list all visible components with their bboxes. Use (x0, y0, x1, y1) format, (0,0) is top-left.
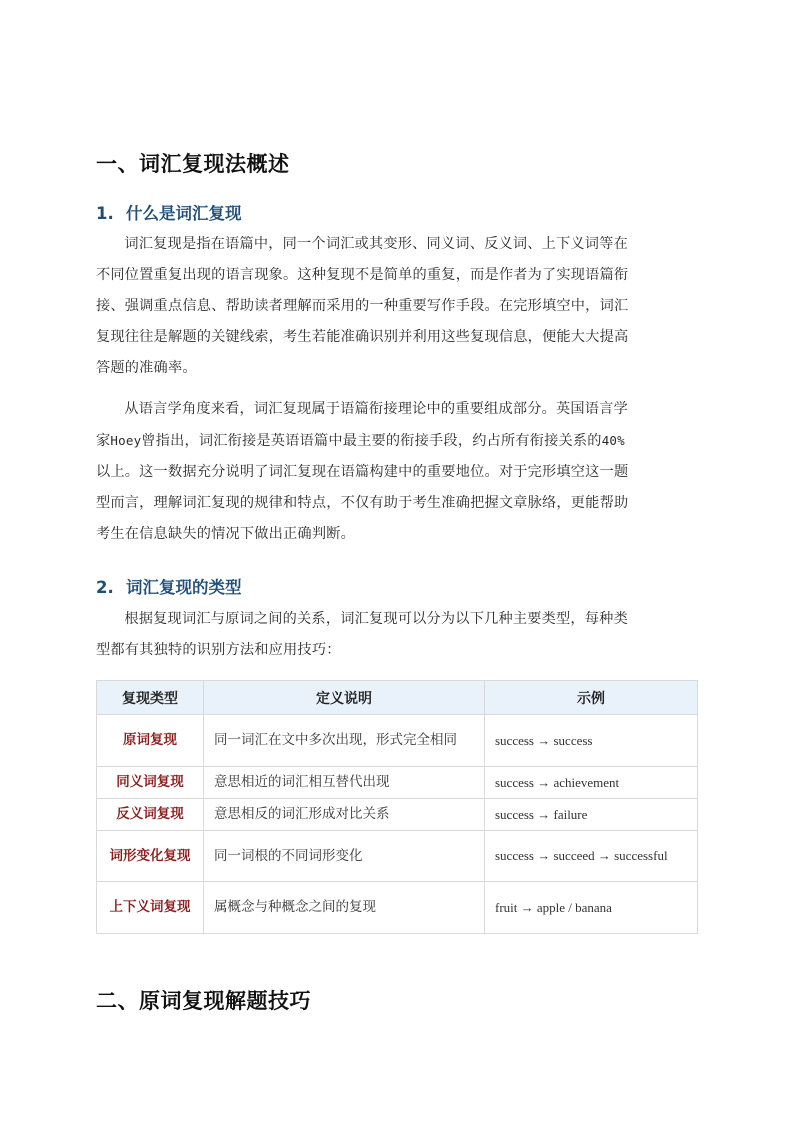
paragraph-line: 词汇复现是指在语篇中，同一个词汇或其变形、同义词、反义词、上下义词等在 (124, 236, 628, 252)
table-row (97, 882, 698, 934)
example-cell: success → succeed → successful (485, 831, 698, 882)
example-cell: success → success (485, 715, 698, 767)
type-cell: 上下义词复现 (97, 882, 204, 934)
paragraph-line: 考生在信息缺失的情况下做出正确判断。 (96, 526, 355, 542)
table-row (97, 767, 698, 799)
paragraph-line: 从语言学角度来看，词汇复现属于语篇衔接理论中的重要组成部分。英国语言学 (124, 401, 628, 417)
paragraph-line: 不同位置重复出现的语言现象。这种复现不是简单的重复，而是作者为了实现语篇衔 (96, 267, 629, 283)
table-row (97, 831, 698, 882)
paragraph-line: 接、强调重点信息、帮助读者理解而采用的一种重要写作手段。在完形填空中，词汇 (96, 298, 629, 314)
text-run: 家 (96, 433, 111, 449)
subsection-title: 词汇复现的类型 (126, 578, 242, 597)
definition-cell: 属概念与种概念之间的复现 (204, 882, 485, 934)
definition-cell: 同一词汇在文中多次出现，形式完全相同 (204, 715, 485, 767)
subsection-heading-2 (96, 574, 242, 598)
paragraph-line: 复现往往是解题的关键线索，考生若能准确识别并利用这些复现信息，便能大大提高 (96, 329, 629, 345)
paragraph-line: 型都有其独特的识别方法和应用技巧： (96, 642, 341, 658)
table-header-cell: 复现类型 (97, 681, 204, 715)
example-cell: fruit → apple / banana (485, 882, 698, 934)
type-cell: 原词复现 (97, 715, 204, 767)
definition-cell: 同一词根的不同词形变化 (204, 831, 485, 882)
text-run: 曾指出，词汇衔接是英语语篇中最主要的衔接手段，约占所有衔接关系的 (141, 433, 602, 449)
type-cell: 词形变化复现 (97, 831, 204, 882)
table-header-cell: 示例 (485, 681, 698, 715)
type-cell: 同义词复现 (97, 767, 204, 799)
repetition-types-table (96, 680, 698, 934)
paragraph-linguistics (96, 394, 694, 550)
example-cell: success → achievement (485, 767, 698, 799)
definition-cell: 意思相反的词汇形成对比关系 (204, 799, 485, 831)
paragraph-line (96, 425, 694, 457)
paragraph-line: 以上。这一数据充分说明了词汇复现在语篇构建中的重要地位。对于完形填空这一题 (96, 464, 629, 480)
subsection-heading-1 (96, 200, 242, 224)
paragraph-types-intro (96, 604, 694, 666)
paragraph-line: 答题的准确率。 (96, 360, 197, 376)
paragraph-line: 根据复现词汇与原词之间的关系，词汇复现可以分为以下几种主要类型，每种类 (124, 611, 628, 627)
definition-cell: 意思相近的词汇相互替代出现 (204, 767, 485, 799)
table-header-row (97, 681, 698, 715)
text-run-mono: Hoey (110, 433, 142, 448)
table-row (97, 715, 698, 767)
subsection-title: 什么是词汇复现 (126, 204, 242, 223)
subsection-number: 2. (96, 578, 114, 597)
paragraph-definition (96, 229, 694, 384)
text-run-mono: 40% (601, 433, 625, 448)
section-heading-2: 二、原词复现解题技巧 (96, 989, 311, 1013)
paragraph-line: 型而言，理解词汇复现的规律和特点，不仅有助于考生准确把握文章脉络，更能帮助 (96, 495, 629, 511)
type-cell: 反义词复现 (97, 799, 204, 831)
table-header-cell: 定义说明 (204, 681, 485, 715)
section-heading-1: 一、词汇复现法概述 (96, 152, 290, 176)
subsection-number: 1. (96, 204, 114, 223)
table-row (97, 799, 698, 831)
example-cell: success → failure (485, 799, 698, 831)
